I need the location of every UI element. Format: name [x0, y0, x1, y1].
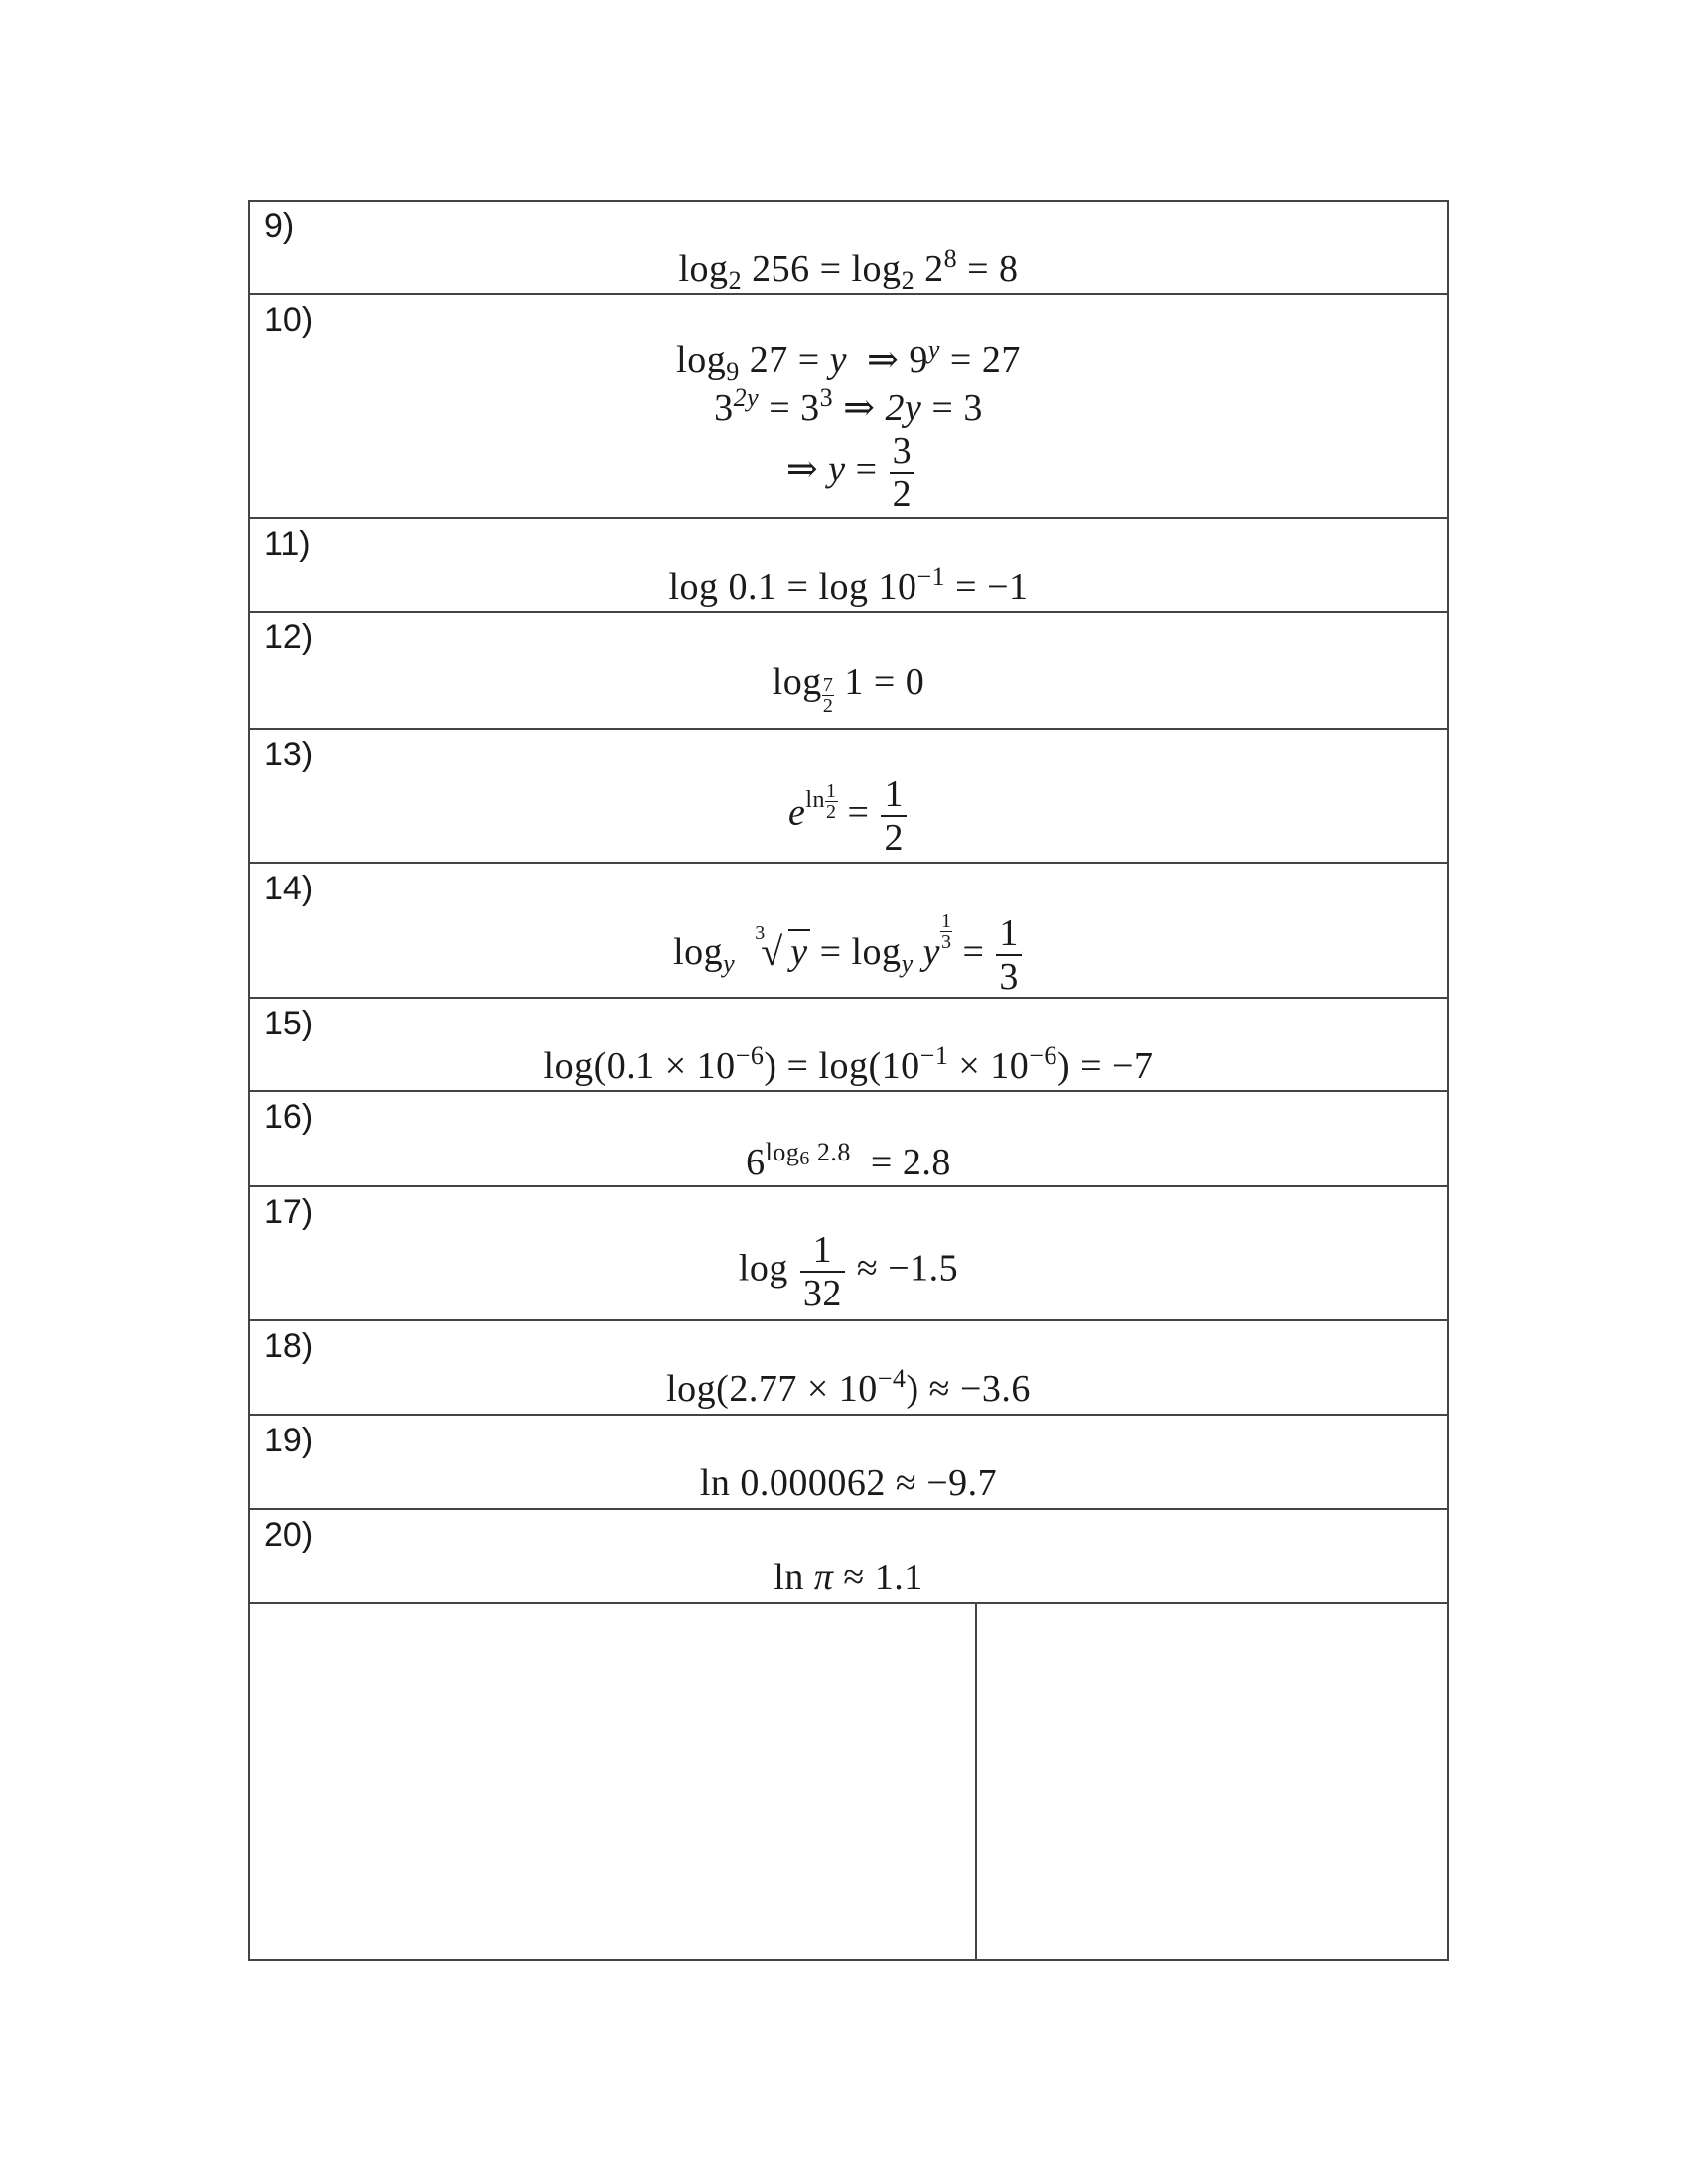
equation: $\log_2 256 = \log_2 2^8 = 8$	[678, 244, 1019, 295]
answer-sheet	[248, 200, 1449, 1961]
cell-divider	[975, 1604, 977, 1959]
problem-row-16	[248, 1090, 1449, 1185]
problem-row-10	[248, 293, 1449, 517]
equation: log $\frac{1}{32}$ ≈ −1.5	[738, 1229, 959, 1314]
equation: $6^{log_6 2.8} = 2.8$	[746, 1138, 951, 1183]
equation: $e^{ln \frac{1}{2}}$ = $\frac{1}{2}$	[250, 775, 1447, 857]
problem-number: 11)	[264, 525, 311, 563]
equation-line-3: ⇒ y = $\frac{3}{2}$	[250, 432, 1447, 513]
equation-line-1: $\log_9 27 = y$ ⇒ 9$^y$ = 27	[676, 336, 1021, 386]
problem-row-13	[248, 728, 1449, 862]
problem-number: 14)	[264, 870, 314, 907]
base-fraction: $\frac{7}{2}$	[822, 674, 834, 717]
problem-row-14	[248, 862, 1449, 997]
problem-row-12	[248, 611, 1449, 728]
equation: ln π ≈ 1.1	[774, 1557, 923, 1598]
problem-number: 12)	[264, 618, 314, 656]
equation-line-2: $3^{2y} = 3^3$ ⇒ 2y = 3	[714, 383, 983, 429]
cube-root: 3 √ y	[755, 922, 808, 974]
problem-number: 18)	[264, 1327, 314, 1365]
problem-number: 10)	[264, 301, 314, 339]
problem-number: 19)	[264, 1422, 314, 1459]
fraction: $\frac{1}{3}$	[996, 914, 1022, 996]
problem-number: 17)	[264, 1193, 314, 1231]
equation: log $\frac{7}{2}$ 1 = 0	[772, 661, 925, 717]
problem-number: 13)	[264, 736, 314, 773]
problem-row-11	[248, 517, 1449, 611]
fraction: $\frac{1}{32}$	[800, 1231, 845, 1312]
fraction: $\frac{1}{2}$	[881, 775, 907, 857]
equation: $\log 0.1 = \log 10^{-1} = -1$	[668, 562, 1029, 608]
equation: ln 0.000062 ≈ −9.7	[699, 1462, 998, 1504]
equation: $\log(0.1 \times 10^{-6}) = \log(10^{-1} \times 10^{-6}) = -7$	[543, 1041, 1154, 1087]
problem-number: 20)	[264, 1516, 314, 1554]
fraction: $\frac{3}{2}$	[890, 432, 915, 513]
problem-row-19	[248, 1414, 1449, 1508]
problem-row-15	[248, 997, 1449, 1090]
problem-row-17	[248, 1185, 1449, 1319]
problem-number: 16)	[264, 1098, 314, 1136]
equation: $\log_y$ 3 √ $y = \log_y y$ $\frac{1}{3}$ = $\frac{1}{3}$	[250, 911, 1447, 996]
problem-number: 9)	[264, 207, 295, 245]
problem-row-20	[248, 1508, 1449, 1602]
problem-number: 15)	[264, 1005, 314, 1042]
equation: $\log(2.77 \times 10^{-4}) \approx -3.6$	[666, 1364, 1031, 1410]
problem-row-9	[248, 200, 1449, 293]
problem-row-18	[248, 1319, 1449, 1414]
equation	[250, 337, 1447, 513]
empty-bottom-cells	[248, 1602, 1449, 1961]
